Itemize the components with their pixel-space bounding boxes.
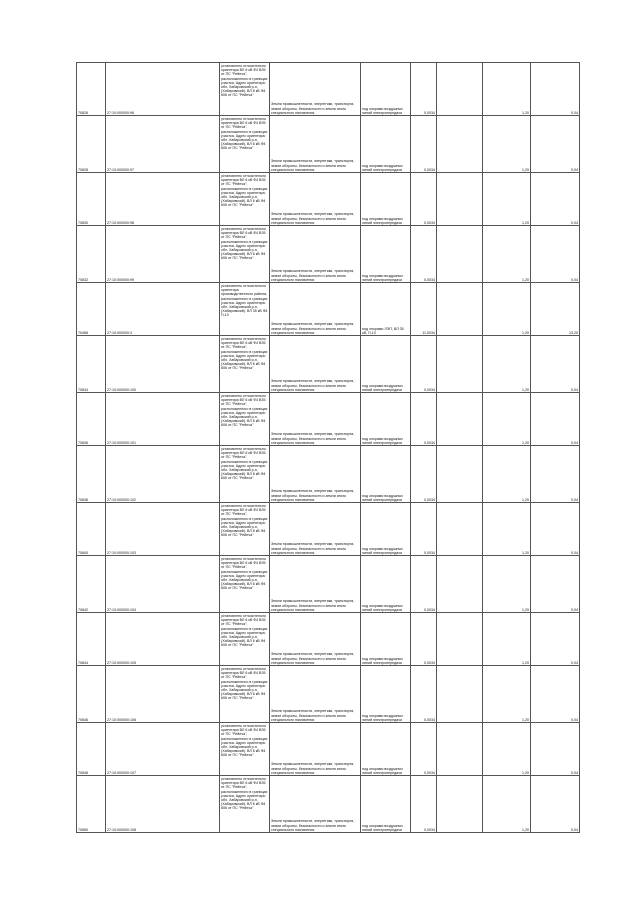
cadastral-number-cell: 27:10:000000:105: [106, 613, 220, 666]
area-cell: 0,0034: [411, 503, 437, 556]
amount-cell: 0,04: [531, 63, 580, 116]
row-id-cell: 70848: [77, 723, 106, 776]
row-id-cell: 70844: [77, 613, 106, 666]
row-id-cell: 70838: [77, 446, 106, 503]
table-body: [77, 63, 580, 833]
rate-cell: 1,20: [483, 666, 531, 723]
location-cell: установлено относительно ориентира ВЛ 6 кВ Ф4 ВЗ5 от ПС "Рейнча", расположенного в границах участка. Адрес ориентира: обл. Хабаровский р-н, (Хабаровский). ВЛ 6 кВ Ф4 606 от ПС "Рейнча": [220, 613, 270, 666]
area-cell: 11,0034: [411, 283, 437, 336]
empty-cell: [437, 556, 483, 613]
empty-cell: [437, 666, 483, 723]
rate-cell: 1,20: [483, 283, 531, 336]
rate-cell: 1,20: [483, 776, 531, 833]
permitted-use-cell: под опорами воздушных линий электропередачи: [361, 116, 411, 173]
location-cell: установлено относительно ориентира ВЛ 6 кВ Ф4 ВЗ5 от ПС "Рейнча", расположенного в границах участка. Адрес ориентира: обл. Хабаровский р-н, (Хабаровский). ВЛ 6 кВ Ф4 606 от ПС "Рейнча": [220, 723, 270, 776]
table-row: [77, 723, 580, 776]
empty-cell: [437, 723, 483, 776]
land-category-cell: Земли промышленности, энергетики, транспорта, земли обороны, безопасности и земли иного специального назначения: [270, 116, 361, 173]
cadastral-number-cell: 27:10:000000:97: [106, 116, 220, 173]
permitted-use-cell: под опорами воздушных линий электропередачи: [361, 393, 411, 446]
empty-cell: [437, 776, 483, 833]
amount-cell: 0,04: [531, 226, 580, 283]
land-category-cell: Земли промышленности, энергетики, транспорта, земли обороны, безопасности и земли иного специального назначения: [270, 173, 361, 226]
table-row: [77, 446, 580, 503]
rate-cell: 1,20: [483, 613, 531, 666]
table-row: [77, 63, 580, 116]
amount-cell: 0,04: [531, 556, 580, 613]
amount-cell: 0,04: [531, 613, 580, 666]
rate-cell: 1,20: [483, 556, 531, 613]
cadastral-number-cell: 27:10:000000:99: [106, 226, 220, 283]
row-id-cell: 70830: [77, 173, 106, 226]
location-cell: установлено относительно ориентира ВЛ 6 кВ Ф4 ВЗ5 от ПС "Рейнча", расположенного в границах участка. Адрес ориентира: обл. Хабаровский р-н, (Хабаровский). ВЛ 6 кВ Ф4 606 от ПС "Рейнча": [220, 116, 270, 173]
rate-cell: 1,20: [483, 116, 531, 173]
permitted-use-cell: под опорами воздушных линий электропередачи: [361, 556, 411, 613]
permitted-use-cell: под опорами ЛЭП, ВЛ 35 кВ, П-10: [361, 283, 411, 336]
land-category-cell: Земли промышленности, энергетики, транспорта, земли обороны, безопасности и земли иного специального назначения: [270, 446, 361, 503]
location-cell: установлено относительно ориентира ВЛ 6 кВ Ф4 ВЗ5 от ПС "Рейнча", расположенного в границах участка. Адрес ориентира: обл. Хабаровский р-н, (Хабаровский). ВЛ 6 кВ Ф4 606 от ПС "Рейнча": [220, 776, 270, 833]
cadastral-number-cell: 27:10:000000:104: [106, 556, 220, 613]
permitted-use-cell: под опорами воздушных линий электропередачи: [361, 336, 411, 393]
land-category-cell: Земли промышленности, энергетики, транспорта, земли обороны, безопасности и земли иного специального назначения: [270, 556, 361, 613]
location-cell: установлено относительно ориентира ВЛ 6 кВ Ф4 ВЗ5 от ПС "Рейнча", расположенного в границах участка. Адрес ориентира: обл. Хабаровский р-н, (Хабаровский). ВЛ 6 кВ Ф4 606 от ПС "Рейнча": [220, 393, 270, 446]
cadastral-number-cell: 27:10:000000:98: [106, 173, 220, 226]
table-row: [77, 666, 580, 723]
land-category-cell: Земли промышленности, энергетики, транспорта, земли обороны, безопасности и земли иного специального назначения: [270, 613, 361, 666]
permitted-use-cell: под опорами воздушных линий электропередачи: [361, 173, 411, 226]
land-category-cell: Земли промышленности, энергетики, транспорта, земли обороны, безопасности и земли иного специального назначения: [270, 503, 361, 556]
permitted-use-cell: под опорами воздушных линий электропередачи: [361, 666, 411, 723]
amount-cell: 0,04: [531, 336, 580, 393]
cadastral-number-cell: 27:10:000000:3: [106, 283, 220, 336]
empty-cell: [437, 613, 483, 666]
location-cell: установлено относительно ориентира ВЛ 6 кВ Ф4 ВЗ5 от ПС "Рейнча", расположенного в границах участка. Адрес ориентира: обл. Хабаровский р-н, (Хабаровский). ВЛ 6 кВ Ф4 606 от ПС "Рейнча": [220, 666, 270, 723]
amount-cell: 0,04: [531, 776, 580, 833]
land-category-cell: Земли промышленности, энергетики, транспорта, земли обороны, безопасности и земли иного специального назначения: [270, 776, 361, 833]
location-cell: установлено относительно ориентира производственного района, расположенного в границах участка. Адрес ориентира: обл. Хабаровский р-н, (Хабаровский). ВЛ 35 кВ Ф4 П-10: [220, 283, 270, 336]
area-cell: 0,0034: [411, 173, 437, 226]
location-cell: установлено относительно ориентира ВЛ 6 кВ Ф4 ВЗ5 от ПС "Рейнча", расположенного в границах участка. Адрес ориентира: обл. Хабаровский р-н, (Хабаровский). ВЛ 6 кВ Ф4 606 от ПС "Рейнча": [220, 226, 270, 283]
land-category-cell: Земли промышленности, энергетики, транспорта, земли обороны, безопасности и земли иного специального назначения: [270, 63, 361, 116]
area-cell: 0,0034: [411, 776, 437, 833]
area-cell: 0,0034: [411, 666, 437, 723]
land-category-cell: Земли промышленности, энергетики, транспорта, земли обороны, безопасности и земли иного специального назначения: [270, 666, 361, 723]
table-row: [77, 226, 580, 283]
cadastral-number-cell: 27:10:000000:107: [106, 723, 220, 776]
rate-cell: 1,20: [483, 393, 531, 446]
permitted-use-cell: под опорами воздушных линий электропередачи: [361, 613, 411, 666]
empty-cell: [437, 226, 483, 283]
cadastral-number-cell: 27:10:000000:101: [106, 393, 220, 446]
cadastral-number-cell: 27:10:000000:100: [106, 336, 220, 393]
amount-cell: 0,04: [531, 173, 580, 226]
cadastral-number-cell: 27:10:000000:108: [106, 776, 220, 833]
rate-cell: 1,20: [483, 723, 531, 776]
area-cell: 0,0034: [411, 723, 437, 776]
table-row: [77, 173, 580, 226]
row-id-cell: 70846: [77, 666, 106, 723]
row-id-cell: 70850: [77, 776, 106, 833]
land-category-cell: Земли промышленности, энергетики, транспорта, земли обороны, безопасности и земли иного специального назначения: [270, 336, 361, 393]
cadastral-number-cell: 27:10:000000:102: [106, 446, 220, 503]
row-id-cell: 70842: [77, 556, 106, 613]
location-cell: установлено относительно ориентира ВЛ 6 кВ Ф4 ВЗ5 от ПС "Рейнча", расположенного в границах участка. Адрес ориентира: обл. Хабаровский р-н, (Хабаровский). ВЛ 6 кВ Ф4 606 от ПС "Рейнча": [220, 503, 270, 556]
rate-cell: 1,20: [483, 336, 531, 393]
permitted-use-cell: под опорами воздушных линий электропередачи: [361, 63, 411, 116]
rate-cell: 1,20: [483, 63, 531, 116]
rate-cell: 1,20: [483, 226, 531, 283]
table-row: [77, 503, 580, 556]
table-row: [77, 336, 580, 393]
row-id-cell: 70828: [77, 116, 106, 173]
land-category-cell: Земли промышленности, энергетики, транспорта, земли обороны, безопасности и земли иного специального назначения: [270, 226, 361, 283]
empty-cell: [437, 503, 483, 556]
empty-cell: [437, 283, 483, 336]
table-row: [77, 116, 580, 173]
empty-cell: [437, 393, 483, 446]
permitted-use-cell: под опорами воздушных линий электропередачи: [361, 446, 411, 503]
cadastral-number-cell: 27:10:000000:103: [106, 503, 220, 556]
area-cell: 0,0034: [411, 226, 437, 283]
location-cell: установлено относительно ориентира ВЛ 6 кВ Ф4 ВЗ5 от ПС "Рейнча", расположенного в границах участка. Адрес ориентира: обл. Хабаровский р-н, (Хабаровский). ВЛ 6 кВ Ф4 606 от ПС "Рейнча": [220, 556, 270, 613]
amount-cell: 0,04: [531, 393, 580, 446]
rate-cell: 1,20: [483, 446, 531, 503]
table-row: [77, 776, 580, 833]
amount-cell: 13,20: [531, 283, 580, 336]
area-cell: 0,0034: [411, 336, 437, 393]
area-cell: 0,0034: [411, 63, 437, 116]
area-cell: 0,0034: [411, 446, 437, 503]
land-category-cell: Земли промышленности, энергетики, транспорта, земли обороны, безопасности и земли иного специального назначения: [270, 283, 361, 336]
row-id-cell: 70834: [77, 336, 106, 393]
land-plot-table-page: [76, 62, 578, 833]
rate-cell: 1,20: [483, 173, 531, 226]
area-cell: 0,0034: [411, 613, 437, 666]
row-id-cell: 70468: [77, 283, 106, 336]
location-cell: установлено относительно ориентира ВЛ 6 кВ Ф4 ВЗ5 от ПС "Рейнча", расположенного в границах участка. Адрес ориентира: обл. Хабаровский р-н, (Хабаровский). ВЛ 6 кВ Ф4 606 от ПС "Рейнча": [220, 446, 270, 503]
row-id-cell: 70836: [77, 393, 106, 446]
cadastral-number-cell: 27:10:000000:96: [106, 63, 220, 116]
location-cell: установлено относительно ориентира ВЛ 6 кВ Ф4 ВЗ5 от ПС "Рейнча", расположенного в границах участка. Адрес ориентира: обл. Хабаровский р-н, (Хабаровский). ВЛ 6 кВ Ф4 606 от ПС "Рейнча": [220, 63, 270, 116]
area-cell: 0,0034: [411, 116, 437, 173]
empty-cell: [437, 63, 483, 116]
table-row: [77, 613, 580, 666]
empty-cell: [437, 173, 483, 226]
empty-cell: [437, 116, 483, 173]
amount-cell: 0,04: [531, 666, 580, 723]
row-id-cell: 70826: [77, 63, 106, 116]
rate-cell: 1,20: [483, 503, 531, 556]
empty-cell: [437, 336, 483, 393]
row-id-cell: 70832: [77, 226, 106, 283]
amount-cell: 0,04: [531, 446, 580, 503]
permitted-use-cell: под опорами воздушных линий электропередачи: [361, 776, 411, 833]
cadastral-number-cell: 27:10:000000:106: [106, 666, 220, 723]
empty-cell: [437, 446, 483, 503]
row-id-cell: 70840: [77, 503, 106, 556]
table-row: [77, 393, 580, 446]
area-cell: 0,0034: [411, 556, 437, 613]
land-category-cell: Земли промышленности, энергетики, транспорта, земли обороны, безопасности и земли иного специального назначения: [270, 723, 361, 776]
permitted-use-cell: под опорами воздушных линий электропередачи: [361, 503, 411, 556]
amount-cell: 0,04: [531, 116, 580, 173]
permitted-use-cell: под опорами воздушных линий электропередачи: [361, 226, 411, 283]
location-cell: установлено относительно ориентира ВЛ 6 кВ Ф4 ВЗ5 от ПС "Рейнча", расположенного в границах участка. Адрес ориентира: обл. Хабаровский р-н, (Хабаровский). ВЛ 6 кВ Ф4 606 от ПС "Рейнча": [220, 173, 270, 226]
table-row: [77, 556, 580, 613]
area-cell: 0,0034: [411, 393, 437, 446]
land-category-cell: Земли промышленности, энергетики, транспорта, земли обороны, безопасности и земли иного специального назначения: [270, 393, 361, 446]
permitted-use-cell: под опорами воздушных линий электропередачи: [361, 723, 411, 776]
land-plot-table: [76, 62, 580, 833]
amount-cell: 0,04: [531, 503, 580, 556]
table-row: [77, 283, 580, 336]
location-cell: установлено относительно ориентира ВЛ 6 кВ Ф4 ВЗ5 от ПС "Рейнча", расположенного в границах участка. Адрес ориентира: обл. Хабаровский р-н, (Хабаровский). ВЛ 6 кВ Ф4 606 от ПС "Рейнча": [220, 336, 270, 393]
amount-cell: 0,04: [531, 723, 580, 776]
